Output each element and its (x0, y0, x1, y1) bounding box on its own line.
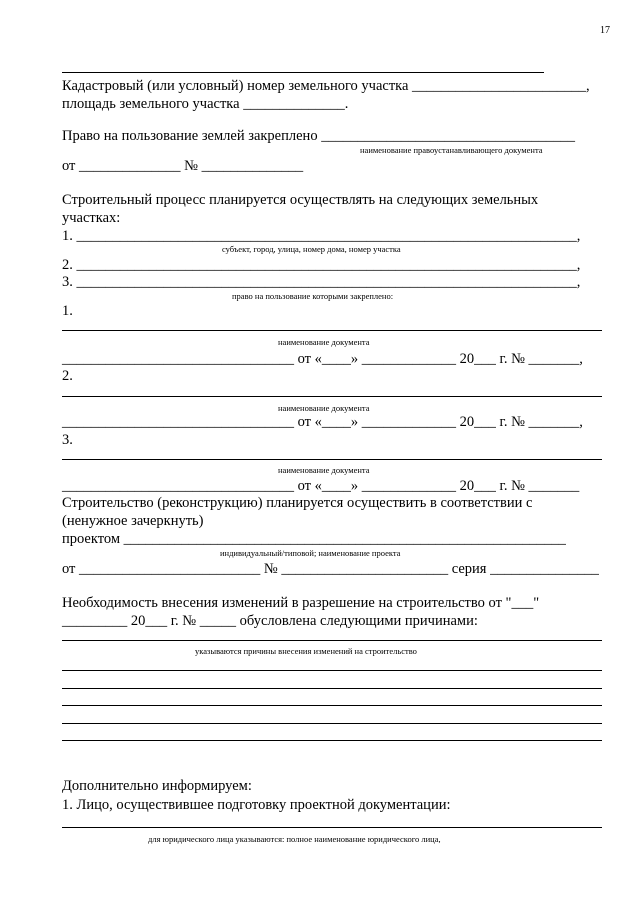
land-right-line: Право на пользование землей закреплено ___________________________________ (62, 128, 575, 144)
top-blank-line (62, 72, 544, 73)
process-line-2: участках: (62, 210, 121, 226)
project-caption: индивидуальный/типовой; наименование проекта (220, 548, 401, 558)
doc-2-number: 2. (62, 368, 73, 384)
changes-caption: указываются причины внесения изменений на строительство (195, 646, 417, 656)
use-caption: право на пользование которыми закреплено: (232, 291, 394, 301)
person-caption: для юридического лица указываются: полное наименование юридического лица, (148, 834, 441, 844)
process-line: Строительный процесс планируется осуществлять на следующих земельных (62, 192, 539, 208)
reason-line-1 (62, 640, 602, 641)
doc-2-date-line: ________________________________ от «____» _____________ 20___ г. № _______, (62, 414, 583, 430)
doc-3-line (62, 459, 602, 460)
plot-1-line: 1. _____________________________________________________________________, (62, 228, 581, 244)
plot-caption: субъект, город, улица, номер дома, номер участка (222, 244, 401, 254)
doc-1-line (62, 330, 602, 331)
project-line: проектом _____________________________________________________________ (62, 531, 566, 547)
reason-line-6 (62, 740, 602, 741)
reason-line-4 (62, 705, 602, 706)
doc-3-caption: наименование документа (278, 465, 370, 475)
doc-1-date-line: ________________________________ от «____» _____________ 20___ г. № _______, (62, 351, 583, 367)
doc-3-date-line: ________________________________ от «____» _____________ 20___ г. № _______ (62, 478, 580, 494)
doc-1-number: 1. (62, 303, 73, 319)
plot-2-line: 2. _____________________________________________________________________, (62, 257, 581, 273)
page-number: 17 (600, 25, 610, 36)
changes-line: Необходимость внесения изменений в разрешение на строительство от "___" (62, 595, 540, 611)
additional-heading: Дополнительно информируем: (62, 778, 252, 794)
reason-line-5 (62, 723, 602, 724)
reason-line-3 (62, 688, 602, 689)
construction-line: Строительство (реконструкцию) планируется осуществить в соответствии с (62, 495, 533, 511)
doc-2-line (62, 396, 602, 397)
changes-line-2: _________ 20___ г. № _____ обусловлена следующими причинами: (62, 613, 478, 629)
doc-1-caption: наименование документа (278, 337, 370, 347)
cadastral-line: Кадастровый (или условный) номер земельного участка ________________________, (62, 78, 590, 94)
person-blank-line (62, 827, 602, 828)
area-line: площадь земельного участка ______________. (62, 96, 349, 112)
project-date-line: от _________________________ № _______________________ серия _______________ (62, 561, 599, 577)
reason-line-2 (62, 670, 602, 671)
land-right-date-line: от ______________ № ______________ (62, 158, 304, 174)
person-line: 1. Лицо, осуществившее подготовку проектной документации: (62, 797, 451, 813)
doc-2-caption: наименование документа (278, 403, 370, 413)
construction-note: (ненужное зачеркнуть) (62, 513, 204, 529)
doc-3-number: 3. (62, 432, 73, 448)
land-right-caption: наименование правоустанавливающего документа (360, 145, 543, 155)
plot-3-line: 3. _____________________________________________________________________, (62, 274, 581, 290)
